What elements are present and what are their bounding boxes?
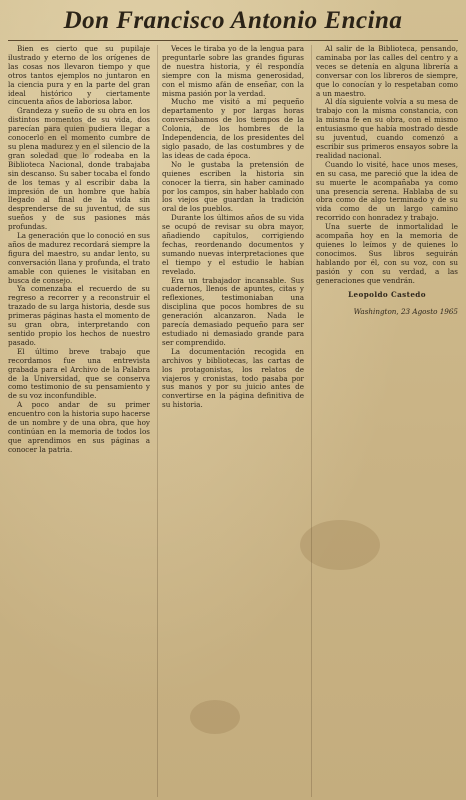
paragraph: Ya comenzaba el recuerdo de su regreso a recorrer y a reconstruir el trazado de su larga historia, desde sus primeras páginas hasta el momento de su gran obra, interpretando con sentido propio los hechos de nuestro pasado. (8, 284, 150, 347)
paragraph: Al día siguiente volvía a su mesa de trabajo con la misma constancia, con la misma fe en su obra, con el mismo entusiasmo que había mostrado desde su juventud, cuando comenzó a escribir sus primeros ensayos sobre la realidad nacional. (316, 97, 458, 160)
column-3 (311, 45, 458, 797)
article-body (8, 45, 458, 797)
paragraph: Grandeza y sueño de su obra en los distintos momentos de su vida, dos parecían para quien pudiera llegar a conocerlo en el momento cumbre de su plena madurez y en el silencio de la gran soledad que lo rodeaba en la Biblioteca Nacional, donde trabajaba sin descanso. Su saber tocaba el fondo de los temas y al escribir daba la impresión de un hombre que había llegado al final de la vida sin desprenderse de su juventud, de sus sueños y de sus pasiones más profundas. (8, 106, 150, 232)
paragraph: La generación que lo conoció en sus años de madurez recordará siempre la figura del maestro, su andar lento, su conversación llana y profunda, el trato amable con quienes le visitaban en busca de consejo. (8, 231, 150, 285)
paragraph: Era un trabajador incansable. Sus cuadernos, llenos de apuntes, citas y reflexiones, testimoniaban una disciplina que pocos hombres de su generación alcanzaron. Nada le parecía demasiado pequeño para ser estudiado ni demasiado grande para ser comprendido. (162, 275, 304, 347)
paragraph: Bien es cierto que su pupilaje ilustrado y eterno de los orígenes de las cosas nos llevaron tiempo y que otros tantos ejemplos no juntaron en la ciencia pura y en la parte del gran ideal histórico y ciertamente cincuenta años de laboriosa labor. (8, 45, 150, 107)
dateline: Washington, 23 Agosto 1965 (353, 307, 458, 317)
paragraph: La documentación recogida en archivos y bibliotecas, las cartas de los protagonistas, los relatos de viajeros y cronistas, todo pasaba por sus manos y por su juicio antes de convertirse en la página definitiva de su historia. (162, 346, 304, 410)
author-signature: Leopoldo Castedo (348, 290, 426, 300)
title-rule (8, 40, 458, 41)
paragraph: Cuando lo visité, hace unos meses, en su casa, me pareció que la idea de su muerte le acompañaba ya como una presencia serena. Hablaba de su obra como de algo terminado y de su vida como de un largo camino recorrido con honradez y trabajo. (316, 159, 458, 223)
paragraph: Veces le tiraba yo de la lengua para preguntarle sobre las grandes figuras de nuestra historia, y él respondía siempre con la misma generosidad, con el mismo afán de enseñar, con la misma pasión por la verdad. (162, 45, 304, 98)
paragraph: El último breve trabajo que recordamos fue una entrevista grabada para el Archivo de la Palabra de la Universidad, que se conserva como testimonio de su pensamiento y de su voz inconfundible. (8, 346, 150, 401)
paragraph: Mucho me visitó a mí pequeño departamento y por largas horas conversábamos de los tiempos de la Colonia, de los hombres de la Independencia, de los presidentes del siglo pasado, de las costumbres y de las ideas de cada época. (162, 97, 304, 160)
paragraph: A poco andar de su primer encuentro con la historia supo hacerse de un nombre y de una obra, que hoy continúan en la memoria de todos los que aprendimos en sus páginas a conocer la patria. (8, 400, 150, 454)
paragraph: No le gustaba la pretensión de quienes escriben la historia sin conocer la tierra, sin haber caminado por los campos, sin haber hablado con los viejos que guardan la tradición oral de los pueblos. (162, 159, 304, 214)
column-1 (8, 45, 150, 797)
paragraph: Una suerte de inmortalidad le acompaña hoy en la memoria de quienes lo leímos y de quienes lo conocimos. Sus libros seguirán hablando por él, con su voz, con su pasión y con su verdad, a las generaciones que vendrán. (316, 222, 458, 285)
article-title: Don Francisco Antonio Encina (63, 7, 403, 34)
paragraph: Durante los últimos años de su vida se ocupó de revisar su obra mayor, añadiendo capítulos, corrigiendo fechas, reordenando documentos y sumando nuevas interpretaciones que el tiempo y el estudio le habían revelado. (162, 213, 304, 276)
column-2 (157, 45, 304, 797)
paragraph: Al salir de la Biblioteca, pensando, caminaba por las calles del centro y a veces se detenía en alguna librería a conversar con los libreros de siempre, que lo conocían y lo respetaban como a un maestro. (316, 45, 458, 98)
